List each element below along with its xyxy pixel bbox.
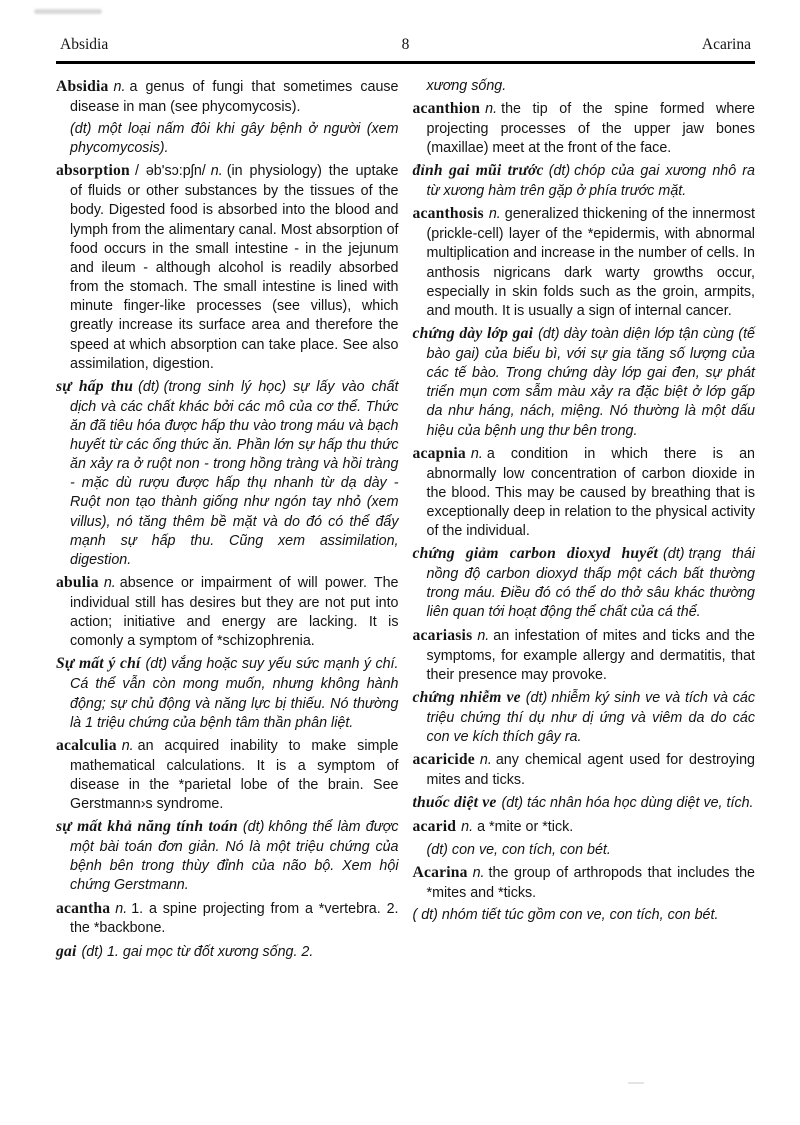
definition-text: an acquired inability to make simple mathematical calculations. It is a symptom of disease in the *parietal lobe of the brain. See Gerstmann›s syndrome.	[70, 737, 399, 813]
definition-text: the group of arthropods that includes the *mites and *ticks.	[426, 865, 755, 901]
headword: acapnia	[412, 444, 466, 462]
headword: abulia	[56, 574, 99, 592]
definition-text: (in physiology) the uptake of fluids or other substances by the tissues of the body. Digested food is absorbed into the blood and lymph from the alimentary canal. Most absorption of food occurs in the small intestine - in the jejunum and ileum - although alcohol is readily absorbed from the stomach. The small intestine is lined with minute finger-like processes (see villus), which greatly increase its surface area and therefore the speed at which absorption can take place. See also assimilation, digestion.	[70, 163, 399, 372]
definition-text: a genus of fungi that sometimes cause disease in man (see phycomycosis).	[70, 79, 399, 115]
headword: acanthion	[412, 100, 481, 118]
translation-text: (trong sinh lý học) sự lấy vào chất dịch và các chất khác bởi các mô của cơ thể. Thức ăn đã tiêu hóa được hấp thu vào trong máu và bạch huyết từ các ống thức ăn. Phần lớn sự hấp thu thức ăn xảy ra ở ruột non - trong hồng tràng và hồi tràng - mặc dù rượu được hấp thụ nhanh từ dạ dày - Ruột non tạo thành giống như ngón tay nhỏ (xem villus), nó tăng thêm bề mặt và do đó có thể đẩy mạnh sự hấp thu. Cũng xem assimilation, digestion.	[70, 378, 399, 568]
page-number: 8	[401, 36, 410, 53]
headword: Acarina	[412, 864, 468, 882]
headword: Absidia	[56, 78, 109, 95]
entry-acarina-vi	[413, 906, 756, 925]
entry-gai	[56, 942, 399, 963]
headword: acaricide	[412, 751, 475, 769]
definition-text: absence or impairment of will power. The individual still has desires but they are not put into action; initiative and energy are lacking. It is comonly a symptom of *schizophrenia.	[70, 575, 399, 650]
pos-label: (dt)	[242, 819, 265, 836]
entry-acariasis	[413, 626, 756, 685]
definition-text: 1. a spine projecting from a *vertebra. 2. the *backbone.	[70, 900, 399, 937]
entry-acapnia	[413, 444, 756, 542]
translation-text: (dt) một loại nấm đôi khi gây bệnh ở người (xem phycomycosis).	[70, 121, 399, 157]
entry-su-hap-thu	[56, 377, 399, 570]
translation-text: (dt) con ve, con tích, con bét.	[426, 841, 611, 858]
headword: chứng dày lớp gai	[412, 325, 534, 343]
headword: đỉnh gai mũi trước	[412, 162, 544, 180]
translation-text: tác nhân hóa học dùng diệt ve, tích.	[526, 795, 754, 812]
guide-word-right: Acarina	[701, 36, 751, 53]
two-column-text	[56, 77, 755, 965]
pos-label: n.	[115, 900, 128, 917]
entry-su-mat-kha-nang-tinh-toan	[56, 817, 399, 895]
entry-acaricide	[413, 750, 756, 790]
pos-label: (dt)	[81, 943, 103, 960]
running-header	[56, 24, 755, 64]
headword: absorption	[56, 162, 130, 180]
headword: sự mất khả năng tính toán	[56, 818, 238, 836]
headword: chứng nhiễm ve	[412, 688, 521, 706]
headword: acariasis	[412, 626, 473, 644]
pos-label: n.	[485, 101, 498, 118]
entry-abulia	[56, 573, 399, 651]
guide-word-left: Absidia	[60, 36, 109, 53]
headword: Sự mất ý chí	[56, 655, 141, 673]
pos-label: (dt)	[525, 689, 548, 706]
entry-dinh-gai-mui-truoc	[413, 161, 756, 201]
pos-label: n.	[461, 818, 474, 835]
pos-label: n.	[488, 206, 501, 223]
entry-absidia	[56, 77, 399, 117]
entry-absorption	[56, 161, 399, 373]
pos-label: n.	[479, 752, 492, 769]
headword: thuốc diệt ve	[412, 794, 497, 812]
headword: sự hấp thu	[56, 377, 134, 395]
pos-label: n.	[470, 445, 483, 462]
definition-text: generalized thickening of the innermost (prickle-cell) layer of the *epidermis, with abnormal multiplication and increase in the number of cells. In anthosis nigricans dark warty growths occur, especially in skin folds such as the groin, armpits, and mouth. It is usually a sign of internal cancer.	[426, 206, 755, 319]
entry-chung-giam-carbon-dioxyd-huyet	[413, 544, 756, 622]
left-column	[56, 77, 399, 965]
entry-acantha	[56, 899, 399, 939]
scan-artifact	[34, 9, 102, 14]
headword: acantha	[56, 899, 111, 917]
pos-label: n.	[472, 865, 485, 882]
entry-acalculia	[56, 736, 399, 814]
definition-text: any chemical agent used for destroying mites and ticks.	[426, 752, 755, 788]
entry-absidia-vi	[56, 120, 399, 158]
entry-chung-day-lop-gai	[413, 324, 756, 441]
pos-label: (dt)	[501, 795, 523, 812]
headword: acarid	[412, 817, 457, 835]
pos-label: n.	[210, 163, 223, 180]
right-column	[413, 77, 756, 965]
translation-text: 1. gai mọc từ đốt xương sống. 2.	[106, 943, 314, 960]
pos-label: (dt)	[538, 326, 560, 343]
translation-text: vắng hoặc suy yếu sức mạnh ý chí. Cá thể vẫn còn mong muốn, nhưng không hành động; sự chủ động và năng lực bị thiếu. Nó thường là 1 triệu chứng của bệnh tâm thần phân liệt.	[70, 656, 399, 731]
entry-acanthion	[413, 99, 756, 158]
pos-label: (dt)	[548, 163, 571, 180]
translation-text: không thể làm được một bài toán đơn giản. Nó là một triệu chứng của bệnh bên trong thùy đỉnh của não bộ. Xem hội chứng Gerstmann.	[70, 819, 399, 894]
definition-text: a condition in which there is an abnormally low concentration of carbon dioxide in the blood. This may be caused by breathing that is exceptionally deep in relation to the physical activity of the individual.	[426, 445, 755, 540]
entry-su-mat-y-chi	[56, 654, 399, 732]
headword: acanthosis	[412, 205, 484, 223]
translation-text: xương sống.	[426, 78, 507, 94]
pos-label: (dt)	[145, 656, 167, 673]
headword: chứng giảm carbon dioxyd huyết	[412, 545, 659, 563]
entry-acarid-vi	[413, 841, 756, 860]
pos-label: (dt)	[138, 378, 160, 395]
entry-acanthosis	[413, 204, 756, 321]
definition-text: a *mite or *tick.	[477, 818, 574, 835]
pos-label: n.	[477, 627, 490, 644]
definition-text: an infestation of mites and ticks and the symptoms, for example allergy and dermatitis, that their presence may provoke.	[426, 627, 755, 683]
entry-thuoc-diet-ve	[413, 793, 756, 814]
translation-text: dày toàn diện lớp tận cùng (tế bào gai) của biểu bì, với sự gia tăng số lượng của các tế bào. Trong chứng dày lớp gai đen, sự phát triển mụn cơm sẫm màu xảy ra đặc biệt ở lớp gấp da như háng, nách, miệng. Nó thường là một dấu hiệu của bệnh ung thư bên trong.	[426, 326, 755, 439]
pos-label: (dt)	[663, 546, 685, 563]
translation-text: trạng thái nồng độ carbon dioxyd thấp một cách bất thường trong máu. Điều đó có thể do thở sâu khác thường liên quan tới hoạt động thể chất của cá thể.	[426, 546, 755, 621]
entry-acarina	[413, 863, 756, 903]
translation-text: nhiễm ký sinh ve và tích và các triệu chứng thí dụ như dị ứng và viêm da do các con ve kích thích gây ra.	[426, 689, 755, 745]
entry-acarid	[413, 817, 756, 838]
pos-label: n.	[113, 79, 126, 95]
headword: acalculia	[56, 736, 117, 754]
headword: gai	[56, 942, 77, 960]
scan-artifact	[628, 1082, 644, 1084]
definition-text: the tip of the spine formed where projecting processes of the upper jaw bones (maxillae) meet at the front of the face.	[426, 101, 755, 157]
pos-label: n.	[103, 575, 116, 592]
translation-text: ( dt) nhóm tiết túc gồm con ve, con tích, con bét.	[412, 907, 719, 924]
pronunciation: / əb'sɔ:pʃn/	[134, 163, 206, 180]
translation-text: chóp của gai xương nhô ra từ xương hàm trên gặp ở phía trước mặt.	[426, 163, 755, 200]
entry-chung-nhiem-ve	[413, 688, 756, 747]
entry-gai-continuation	[413, 77, 756, 96]
pos-label: n.	[121, 737, 134, 754]
